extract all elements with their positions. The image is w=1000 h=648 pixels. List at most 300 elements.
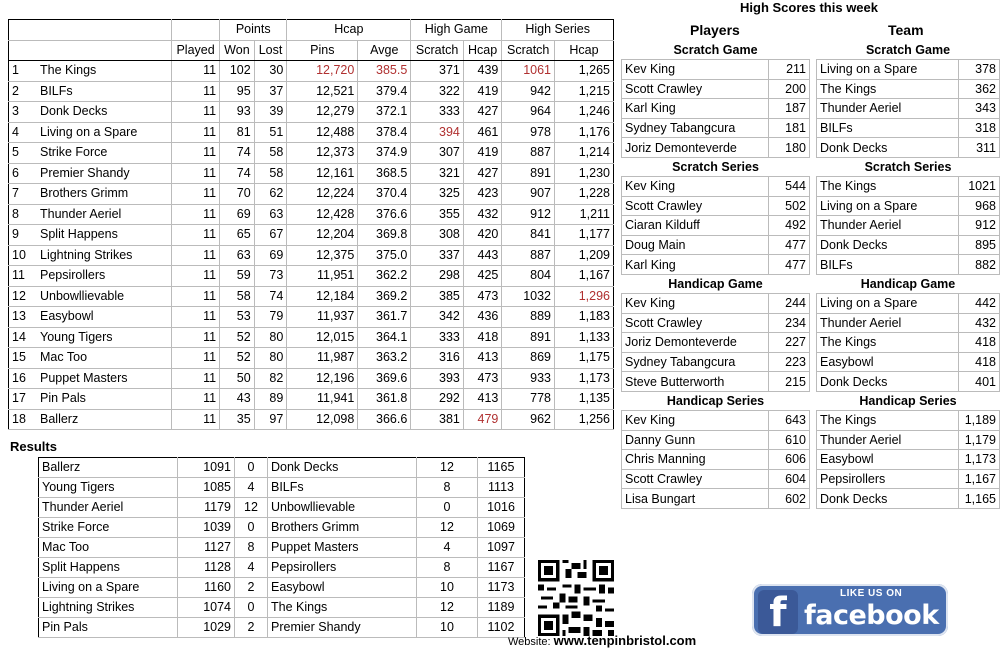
facebook-badge[interactable] xyxy=(752,584,948,636)
high-score-subtitle: Scratch Series xyxy=(672,159,759,174)
stat-cell: 12,196 xyxy=(287,368,358,389)
home-pins: 1039 xyxy=(178,518,235,538)
stat-cell: 65 xyxy=(220,225,255,246)
facebook-icon: f xyxy=(758,590,798,634)
points-group-header: Points xyxy=(220,20,287,41)
team-high-scores xyxy=(816,41,1000,509)
stat-cell: 95 xyxy=(220,81,255,102)
stat-cell: 12,161 xyxy=(287,163,358,184)
away-pins: 1173 xyxy=(478,578,525,598)
high-score-name: BILFs xyxy=(817,118,959,138)
stat-cell: 393 xyxy=(411,368,464,389)
high-score-value: 318 xyxy=(959,118,1000,138)
away-team: The Kings xyxy=(268,598,417,618)
stat-cell: 432 xyxy=(463,204,502,225)
stat-cell: 381 xyxy=(411,409,464,430)
stat-cell: 316 xyxy=(411,348,464,369)
high-score-value: 1,179 xyxy=(959,430,1000,450)
rank: 7 xyxy=(9,184,38,205)
home-pins: 1091 xyxy=(178,458,235,478)
stat-cell: 58 xyxy=(254,143,287,164)
stat-cell: 1,175 xyxy=(555,348,614,369)
high-score-value: 492 xyxy=(769,216,810,236)
high-score-entry xyxy=(622,79,810,99)
stat-cell: 80 xyxy=(254,348,287,369)
stat-cell: 50 xyxy=(220,368,255,389)
stat-cell: 12,204 xyxy=(287,225,358,246)
stat-cell: 11,951 xyxy=(287,266,358,287)
home-points: 0 xyxy=(235,458,268,478)
standings-row xyxy=(9,307,614,328)
stat-cell: 11 xyxy=(172,143,220,164)
high-score-name: Sydney Tabangcura xyxy=(622,118,769,138)
stat-cell: 80 xyxy=(254,327,287,348)
stat-cell: 1,246 xyxy=(555,102,614,123)
stat-cell: 37 xyxy=(254,81,287,102)
high-score-value: 895 xyxy=(959,235,1000,255)
high-score-name: Pepsirollers xyxy=(817,469,959,489)
team-name: Mac Too xyxy=(37,348,172,369)
avge-header: Avge xyxy=(358,40,411,61)
high-score-value: 968 xyxy=(959,196,1000,216)
stat-cell: 1,265 xyxy=(555,61,614,82)
high-score-value: 418 xyxy=(959,333,1000,353)
stat-cell: 69 xyxy=(254,245,287,266)
standings-row xyxy=(9,348,614,369)
rank: 3 xyxy=(9,102,38,123)
high-score-value: 401 xyxy=(959,372,1000,392)
stat-cell: 333 xyxy=(411,102,464,123)
high-score-name: Scott Crawley xyxy=(622,79,769,99)
high-score-name: The Kings xyxy=(817,79,959,99)
home-points: 12 xyxy=(235,498,268,518)
high-score-value: 180 xyxy=(769,138,810,158)
stat-cell: 11,987 xyxy=(287,348,358,369)
stat-cell: 1,167 xyxy=(555,266,614,287)
stat-cell: 53 xyxy=(220,307,255,328)
blank-header xyxy=(37,40,172,61)
standings-row xyxy=(9,122,614,143)
rank: 2 xyxy=(9,81,38,102)
high-score-subtitle: Handicap Series xyxy=(859,393,957,408)
stat-cell: 371 xyxy=(411,61,464,82)
high-score-entry xyxy=(817,293,1000,313)
high-score-entry xyxy=(622,216,810,236)
high-score-name: Easybowl xyxy=(817,352,959,372)
stat-cell: 372.1 xyxy=(358,102,411,123)
stat-cell: 74 xyxy=(254,286,287,307)
stat-cell: 841 xyxy=(502,225,555,246)
high-score-entry xyxy=(817,333,1000,353)
stat-cell: 361.7 xyxy=(358,307,411,328)
stat-cell: 375.0 xyxy=(358,245,411,266)
away-points: 12 xyxy=(417,458,478,478)
stat-cell: 11 xyxy=(172,327,220,348)
result-row xyxy=(39,618,525,638)
high-score-name: Living on a Spare xyxy=(817,293,959,313)
rank: 16 xyxy=(9,368,38,389)
high-score-name: Donk Decks xyxy=(817,235,959,255)
stat-cell: 102 xyxy=(220,61,255,82)
stat-cell: 337 xyxy=(411,245,464,266)
result-row xyxy=(39,598,525,618)
stat-cell: 369.2 xyxy=(358,286,411,307)
high-score-value: 418 xyxy=(959,352,1000,372)
stat-cell: 366.6 xyxy=(358,409,411,430)
website-line xyxy=(508,633,696,648)
high-score-entry xyxy=(817,469,1000,489)
home-team: Young Tigers xyxy=(39,478,178,498)
standings-row xyxy=(9,409,614,430)
away-pins: 1097 xyxy=(478,538,525,558)
stat-cell: 385 xyxy=(411,286,464,307)
high-score-value: 502 xyxy=(769,196,810,216)
away-team: Donk Decks xyxy=(268,458,417,478)
stat-cell: 379.4 xyxy=(358,81,411,102)
stat-cell: 11 xyxy=(172,204,220,225)
high-score-entry xyxy=(622,235,810,255)
stat-cell: 11,941 xyxy=(287,389,358,410)
stat-cell: 418 xyxy=(463,327,502,348)
standings-row xyxy=(9,184,614,205)
high-score-entry xyxy=(817,372,1000,392)
away-points: 4 xyxy=(417,538,478,558)
rank: 8 xyxy=(9,204,38,225)
high-score-subtitle: Scratch Game xyxy=(865,43,951,57)
stat-cell: 1,173 xyxy=(555,368,614,389)
high-score-name: Donk Decks xyxy=(817,138,959,158)
away-pins: 1189 xyxy=(478,598,525,618)
high-score-name: Scott Crawley xyxy=(622,313,769,333)
stat-cell: 30 xyxy=(254,61,287,82)
high-score-value: 181 xyxy=(769,118,810,138)
stat-cell: 942 xyxy=(502,81,555,102)
high-game-group-header: High Game xyxy=(411,20,502,41)
away-points: 12 xyxy=(417,598,478,618)
stat-cell: 11 xyxy=(172,266,220,287)
rank: 15 xyxy=(9,348,38,369)
stat-cell: 1,135 xyxy=(555,389,614,410)
players-heading: Players xyxy=(690,22,740,38)
players-high-scores xyxy=(621,41,810,509)
stat-cell: 12,720 xyxy=(287,61,358,82)
stat-cell: 43 xyxy=(220,389,255,410)
high-score-name: BILFs xyxy=(817,255,959,275)
stat-cell: 419 xyxy=(463,81,502,102)
away-pins: 1069 xyxy=(478,518,525,538)
stat-cell: 1,176 xyxy=(555,122,614,143)
away-pins: 1102 xyxy=(478,618,525,638)
team-name: Easybowl xyxy=(37,307,172,328)
website-prefix: Website: xyxy=(508,636,551,648)
high-score-entry xyxy=(817,79,1000,99)
high-score-value: 442 xyxy=(959,293,1000,313)
rank: 14 xyxy=(9,327,38,348)
high-score-name: Doug Main xyxy=(622,235,769,255)
stat-cell: 11 xyxy=(172,225,220,246)
home-team: Split Happens xyxy=(39,558,178,578)
high-score-name: Kev King xyxy=(622,410,769,430)
high-score-name: Karl King xyxy=(622,255,769,275)
stat-cell: 58 xyxy=(254,163,287,184)
standings-row xyxy=(9,102,614,123)
stat-cell: 333 xyxy=(411,327,464,348)
high-score-subtitle: Scratch Series xyxy=(864,159,952,174)
high-score-name: Kev King xyxy=(622,293,769,313)
stat-cell: 73 xyxy=(254,266,287,287)
stat-cell: 1,209 xyxy=(555,245,614,266)
stat-cell: 374.9 xyxy=(358,143,411,164)
high-score-entry xyxy=(817,313,1000,333)
stat-cell: 804 xyxy=(502,266,555,287)
stat-cell: 52 xyxy=(220,327,255,348)
team-name: Young Tigers xyxy=(37,327,172,348)
stat-cell: 361.8 xyxy=(358,389,411,410)
stat-cell: 1032 xyxy=(502,286,555,307)
stat-cell: 69 xyxy=(220,204,255,225)
high-score-entry xyxy=(817,352,1000,372)
result-row xyxy=(39,498,525,518)
stat-cell: 12,521 xyxy=(287,81,358,102)
standings-row xyxy=(9,163,614,184)
high-score-entry xyxy=(622,176,810,196)
high-score-name: Sydney Tabangcura xyxy=(622,352,769,372)
team-name: Strike Force xyxy=(37,143,172,164)
high-score-name: Chris Manning xyxy=(622,450,769,470)
high-score-value: 544 xyxy=(769,176,810,196)
high-score-value: 477 xyxy=(769,235,810,255)
column-header-row xyxy=(9,40,614,61)
team-name: Brothers Grimm xyxy=(37,184,172,205)
standings-row xyxy=(9,81,614,102)
high-series-group-header: High Series xyxy=(502,20,614,41)
stat-cell: 52 xyxy=(220,348,255,369)
stat-cell: 369.6 xyxy=(358,368,411,389)
high-score-entry xyxy=(817,60,1000,80)
team-heading: Team xyxy=(888,22,924,38)
stat-cell: 394 xyxy=(411,122,464,143)
result-row xyxy=(39,518,525,538)
result-row xyxy=(39,578,525,598)
high-score-value: 477 xyxy=(769,255,810,275)
away-team: Brothers Grimm xyxy=(268,518,417,538)
high-score-entry xyxy=(817,99,1000,119)
stat-cell: 423 xyxy=(463,184,502,205)
high-score-value: 1,189 xyxy=(959,410,1000,430)
stat-cell: 12,373 xyxy=(287,143,358,164)
stat-cell: 420 xyxy=(463,225,502,246)
high-score-entry xyxy=(817,235,1000,255)
high-score-entry xyxy=(622,293,810,313)
team-name: Pepsirollers xyxy=(37,266,172,287)
hcap-group-header: Hcap xyxy=(287,20,411,41)
high-score-name: The Kings xyxy=(817,333,959,353)
home-pins: 1029 xyxy=(178,618,235,638)
rank: 12 xyxy=(9,286,38,307)
team-name: The Kings xyxy=(37,61,172,82)
standings-table xyxy=(8,19,614,430)
high-score-entry xyxy=(817,410,1000,430)
high-score-entry xyxy=(817,489,1000,509)
stat-cell: 325 xyxy=(411,184,464,205)
stat-cell: 413 xyxy=(463,348,502,369)
home-points: 2 xyxy=(235,578,268,598)
stat-cell: 1,211 xyxy=(555,204,614,225)
stat-cell: 933 xyxy=(502,368,555,389)
home-pins: 1128 xyxy=(178,558,235,578)
stat-cell: 436 xyxy=(463,307,502,328)
high-score-entry xyxy=(622,313,810,333)
team-name: Split Happens xyxy=(37,225,172,246)
away-team: Easybowl xyxy=(268,578,417,598)
stat-cell: 67 xyxy=(254,225,287,246)
stat-cell: 439 xyxy=(463,61,502,82)
website-link[interactable]: www.tenpinbristol.com xyxy=(553,633,697,648)
home-points: 0 xyxy=(235,598,268,618)
team-name: Puppet Masters xyxy=(37,368,172,389)
standings-row xyxy=(9,286,614,307)
standings-row xyxy=(9,225,614,246)
away-team: Premier Shandy xyxy=(268,618,417,638)
high-score-name: Easybowl xyxy=(817,450,959,470)
high-score-entry xyxy=(622,430,810,450)
pins-header: Pins xyxy=(287,40,358,61)
stat-cell: 461 xyxy=(463,122,502,143)
high-score-entry xyxy=(817,138,1000,158)
stat-cell: 12,098 xyxy=(287,409,358,430)
high-score-entry xyxy=(622,469,810,489)
stat-cell: 11 xyxy=(172,368,220,389)
result-row xyxy=(39,478,525,498)
home-pins: 1085 xyxy=(178,478,235,498)
high-score-value: 432 xyxy=(959,313,1000,333)
stat-cell: 12,279 xyxy=(287,102,358,123)
home-team: Strike Force xyxy=(39,518,178,538)
high-score-value: 1021 xyxy=(959,176,1000,196)
stat-cell: 887 xyxy=(502,143,555,164)
home-team: Living on a Spare xyxy=(39,578,178,598)
result-row xyxy=(39,558,525,578)
group-header-row xyxy=(9,20,614,41)
high-score-value: 1,167 xyxy=(959,469,1000,489)
stat-cell: 342 xyxy=(411,307,464,328)
stat-cell: 93 xyxy=(220,102,255,123)
standings-row xyxy=(9,266,614,287)
high-score-value: 215 xyxy=(769,372,810,392)
blank-header xyxy=(37,20,172,41)
stat-cell: 1061 xyxy=(502,61,555,82)
stat-cell: 1,214 xyxy=(555,143,614,164)
high-score-entry xyxy=(622,333,810,353)
high-score-entry xyxy=(817,196,1000,216)
team-name: Thunder Aeriel xyxy=(37,204,172,225)
high-score-name: Ciaran Kilduff xyxy=(622,216,769,236)
high-score-name: Karl King xyxy=(622,99,769,119)
standings-row xyxy=(9,368,614,389)
stat-cell: 473 xyxy=(463,286,502,307)
stat-cell: 51 xyxy=(254,122,287,143)
stat-cell: 63 xyxy=(254,204,287,225)
high-score-name: Joriz Demonteverde xyxy=(622,138,769,158)
stat-cell: 74 xyxy=(220,143,255,164)
stat-cell: 79 xyxy=(254,307,287,328)
away-team: Pepsirollers xyxy=(268,558,417,578)
high-score-entry xyxy=(622,450,810,470)
qr-code-icon[interactable] xyxy=(538,560,614,636)
results-title: Results xyxy=(10,439,57,454)
high-score-name: Donk Decks xyxy=(817,372,959,392)
home-team: Thunder Aeriel xyxy=(39,498,178,518)
high-score-subtitle: Handicap Game xyxy=(860,276,956,291)
stat-cell: 74 xyxy=(220,163,255,184)
stat-cell: 427 xyxy=(463,102,502,123)
high-score-name: The Kings xyxy=(817,176,959,196)
stat-cell: 11 xyxy=(172,81,220,102)
stat-cell: 308 xyxy=(411,225,464,246)
high-score-value: 200 xyxy=(769,79,810,99)
results-body xyxy=(39,458,525,638)
high-score-name: Lisa Bungart xyxy=(622,489,769,509)
stat-cell: 62 xyxy=(254,184,287,205)
stat-cell: 907 xyxy=(502,184,555,205)
home-team: Pin Pals xyxy=(39,618,178,638)
stat-cell: 413 xyxy=(463,389,502,410)
high-score-value: 311 xyxy=(959,138,1000,158)
high-score-value: 187 xyxy=(769,99,810,119)
high-score-value: 244 xyxy=(769,293,810,313)
blank-header xyxy=(172,20,220,41)
stat-cell: 964 xyxy=(502,102,555,123)
away-team: Puppet Masters xyxy=(268,538,417,558)
high-score-subtitle: Handicap Game xyxy=(668,276,763,291)
home-team: Mac Too xyxy=(39,538,178,558)
team-name: Ballerz xyxy=(37,409,172,430)
rank: 9 xyxy=(9,225,38,246)
stat-cell: 355 xyxy=(411,204,464,225)
high-score-value: 234 xyxy=(769,313,810,333)
stat-cell: 322 xyxy=(411,81,464,102)
standings-row xyxy=(9,389,614,410)
high-score-subtitle: Handicap Series xyxy=(666,393,765,408)
rank: 6 xyxy=(9,163,38,184)
high-scores-title: High Scores this week xyxy=(740,0,878,15)
high-score-name: Kev King xyxy=(622,60,769,80)
standings-row xyxy=(9,143,614,164)
high-score-name: Kev King xyxy=(622,176,769,196)
results-table xyxy=(38,457,525,638)
won-header: Won xyxy=(220,40,255,61)
high-score-value: 610 xyxy=(769,430,810,450)
stat-cell: 778 xyxy=(502,389,555,410)
home-pins: 1179 xyxy=(178,498,235,518)
high-score-name: Scott Crawley xyxy=(622,196,769,216)
team-name: Unbowllievable xyxy=(37,286,172,307)
high-score-name: Thunder Aeriel xyxy=(817,313,959,333)
stat-cell: 473 xyxy=(463,368,502,389)
stat-cell: 11 xyxy=(172,307,220,328)
high-score-entry xyxy=(622,352,810,372)
stat-cell: 912 xyxy=(502,204,555,225)
high-score-name: Danny Gunn xyxy=(622,430,769,450)
home-pins: 1160 xyxy=(178,578,235,598)
stat-cell: 1,230 xyxy=(555,163,614,184)
stat-cell: 12,015 xyxy=(287,327,358,348)
standings-row xyxy=(9,61,614,82)
high-score-value: 606 xyxy=(769,450,810,470)
standings-body xyxy=(9,61,614,430)
result-row xyxy=(39,538,525,558)
high-score-value: 1,173 xyxy=(959,450,1000,470)
